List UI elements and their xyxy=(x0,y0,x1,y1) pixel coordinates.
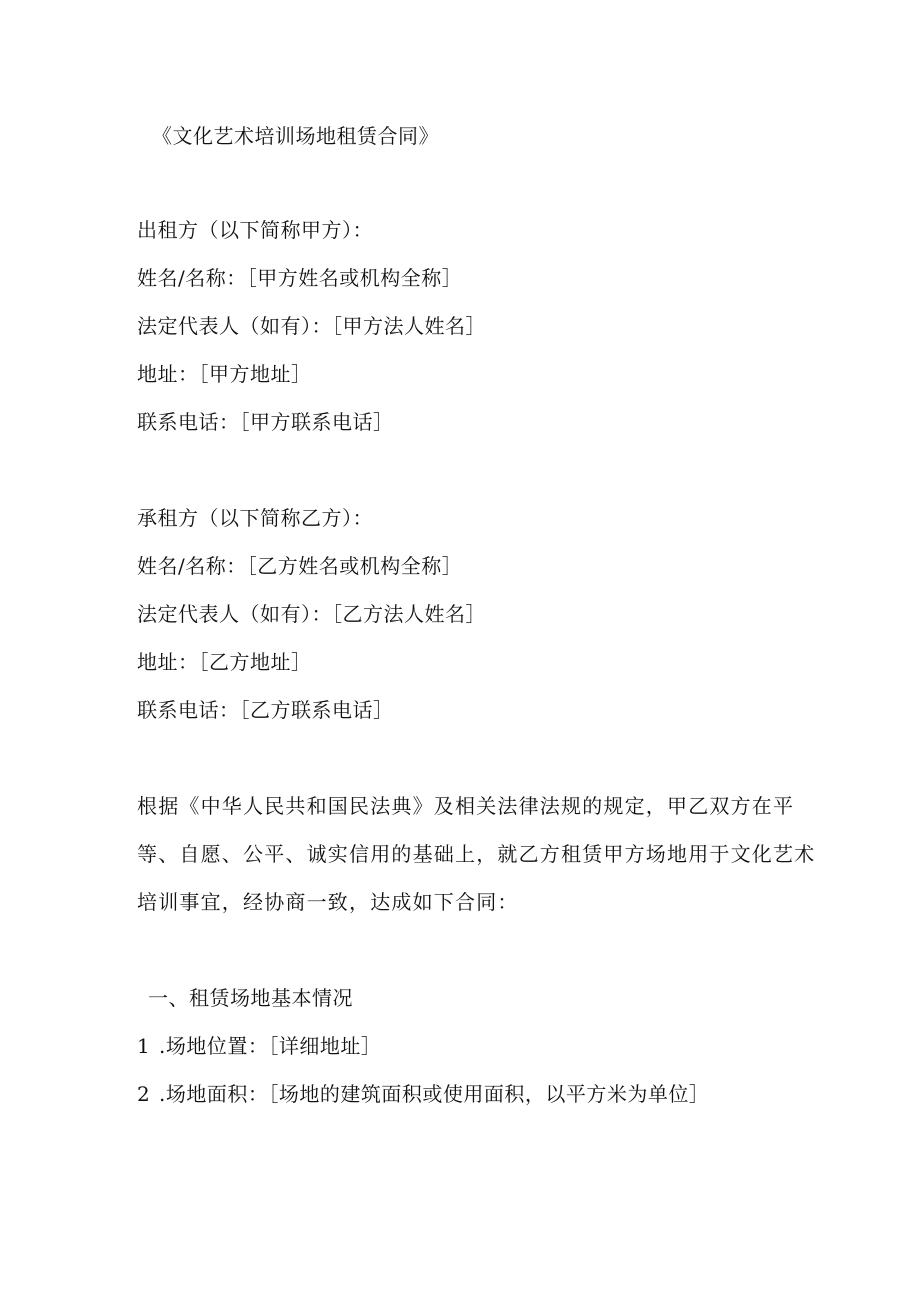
clause-number: 1 xyxy=(137,1034,151,1058)
preamble-line: 根据《中华人民共和国民法典》及相关法律法规的规定，甲乙双方在平 xyxy=(137,794,795,818)
clause-text: .场地面积：［场地的建筑面积或使用面积，以平方米为单位］ xyxy=(159,1082,710,1106)
lessee-heading: 承租方（以下简称乙方）： xyxy=(137,506,373,530)
clause-number: 2 xyxy=(137,1082,151,1106)
lessee-representative: 法定代表人（如有）：［乙方法人姓名］ xyxy=(137,602,486,626)
lessor-name: 姓名/名称：［甲方姓名或机构全称］ xyxy=(137,266,463,290)
lessor-phone: 联系电话：［甲方联系电话］ xyxy=(137,410,394,434)
document-title: 《文化艺术培训场地租赁合同》 xyxy=(152,124,439,148)
lessee-address: 地址：［乙方地址］ xyxy=(137,650,312,674)
lessor-address: 地址：［甲方地址］ xyxy=(137,362,312,386)
preamble-line: 培训事宜，经协商一致，达成如下合同： xyxy=(137,890,519,914)
lessee-name: 姓名/名称：［乙方姓名或机构全称］ xyxy=(137,554,463,578)
lessor-representative: 法定代表人（如有）：［甲方法人姓名］ xyxy=(137,314,486,338)
clause-item xyxy=(137,1080,709,1108)
section-heading: 一、租赁场地基本情况 xyxy=(148,986,353,1010)
clause-item xyxy=(137,1032,381,1060)
clause-text: .场地位置：［详细地址］ xyxy=(159,1034,382,1058)
preamble-line: 等、自愿、公平、诚实信用的基础上，就乙方租赁甲方场地用于文化艺术 xyxy=(137,842,816,866)
lessee-phone: 联系电话：［乙方联系电话］ xyxy=(137,698,394,722)
lessor-heading: 出租方（以下简称甲方）： xyxy=(137,218,373,242)
